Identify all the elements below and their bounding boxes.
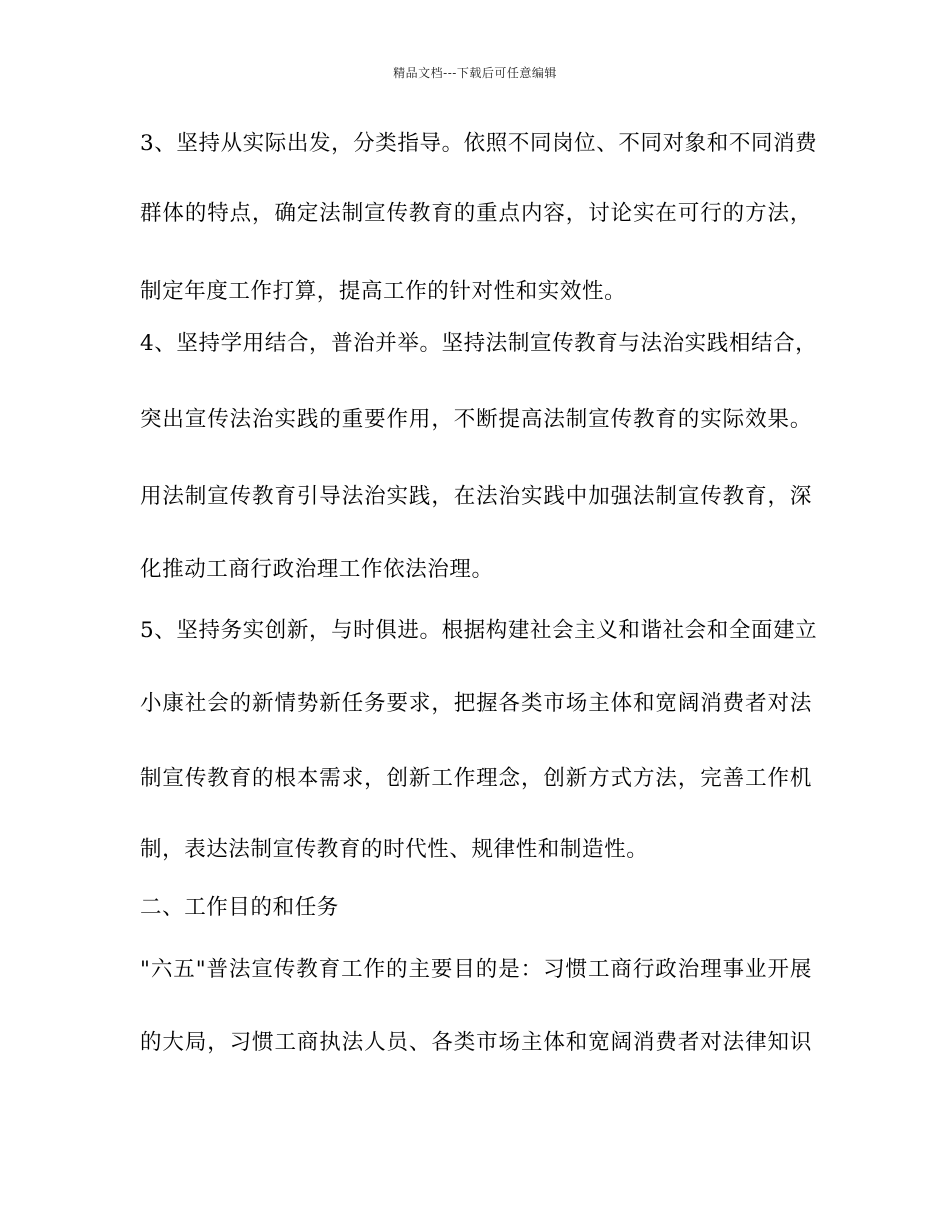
text-line: 5、坚持务实创新，与时俱进。根据构建社会主义和谐社会和全面建立 (140, 618, 818, 643)
text-line: 3、坚持从实际出发，分类指导。依照不同岗位、不同对象和不同消费 (140, 131, 818, 156)
text-line: 突出宣传法治实践的重要作用，不断提高法制宣传教育的实际效果。 (140, 407, 812, 432)
text-line: 用法制宣传教育引导法治实践，在法治实践中加强法制宣传教育，深 (140, 484, 812, 509)
text-line: 4、坚持学用结合，普治并举。坚持法制宣传教育与法治实践相结合， (140, 331, 818, 356)
text-line: 制定年度工作打算，提高工作的针对性和实效性。 (140, 279, 627, 304)
text-line: 群体的特点，确定法制宣传教育的重点内容，讨论实在可行的方法， (140, 201, 812, 226)
page-header: 精品文档---下载后可任意编辑 (393, 66, 557, 80)
text-line: 制，表达法制宣传教育的时代性、规律性和制造性。 (140, 837, 649, 862)
text-line: 的大局，习惯工商执法人员、各类市场主体和宽阔消费者对法律知识 (140, 1030, 812, 1055)
text-line: 制宣传教育的根本需求，创新工作理念，创新方式方法，完善工作机 (140, 766, 812, 791)
section-heading: 二、工作目的和任务 (140, 895, 339, 920)
text-line: "六五"普法宣传教育工作的主要目的是：习惯工商行政治理事业开展 (140, 957, 812, 982)
text-line: 小康社会的新情势新任务要求，把握各类市场主体和宽阔消费者对法 (140, 691, 812, 716)
text-line: 化推动工商行政治理工作依法治理。 (140, 557, 494, 582)
